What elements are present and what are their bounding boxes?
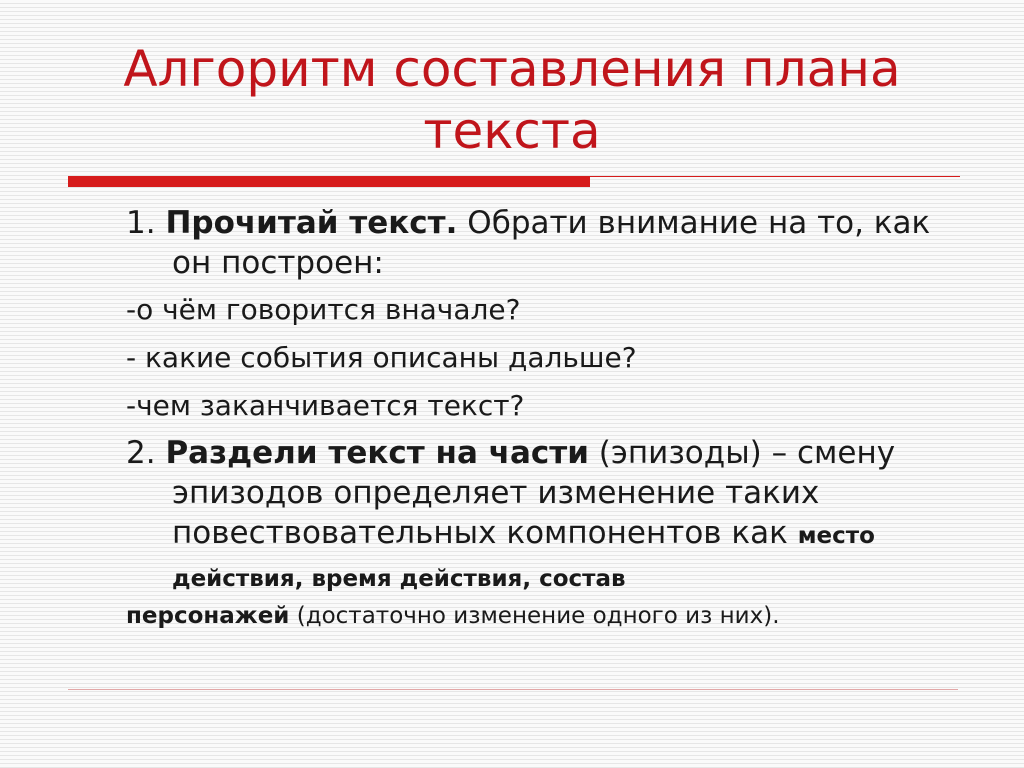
slide-title [60,38,964,162]
title-underline-thick [68,176,590,187]
step-2-end-text: (достаточно изменение одного из них). [296,603,780,629]
step-2-last-line [126,599,946,633]
footer-rule [68,689,958,690]
step-2-kak: как [731,515,788,551]
step-2-bold: Раздели текст на части [165,435,589,471]
question-3: -чем заканчивается текст? [126,389,525,422]
title-underline-thin [590,176,960,177]
step-2-characters-bold: персонажей [126,603,290,629]
step-2-text: (эпизоды) – смену эпизодов определяет изменение таких повествовательных компонентов [172,435,896,551]
step-2 [126,433,946,633]
slide-title-line-1: Алгоритм составления плана [123,40,901,98]
step-1-bold: Прочитай текст. [165,205,458,241]
question-2: - какие события описаны дальше? [126,341,637,374]
slide-title-line-2: текста [423,102,601,160]
step-2-components-bold: место действия, время действия, состав [172,523,875,592]
step-1 [126,203,946,283]
step-2-number: 2. [126,435,156,471]
step-1-text: Обрати внимание на то, как он построен: [172,205,931,281]
slide-body [126,203,946,633]
question-1: -о чём говорится вначале? [126,293,521,326]
step-1-number: 1. [126,205,156,241]
